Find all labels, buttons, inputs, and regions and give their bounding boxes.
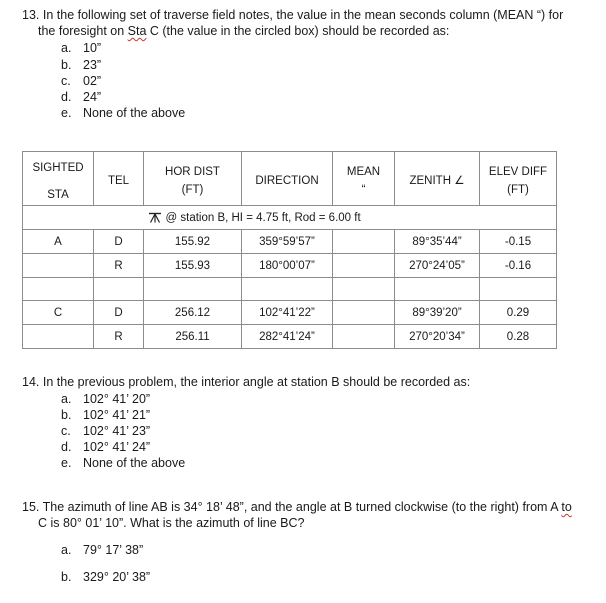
cell-direction: 102°41’22” bbox=[242, 301, 333, 325]
q14-option-d[interactable] bbox=[61, 440, 150, 455]
q14-option-e[interactable] bbox=[61, 456, 185, 471]
cell-mean bbox=[333, 254, 395, 278]
q13-option-b[interactable] bbox=[61, 58, 101, 73]
table-header-row bbox=[23, 152, 557, 206]
cell-direction: 282°41’24” bbox=[242, 325, 333, 349]
header-mean-label: MEAN bbox=[346, 166, 381, 178]
station-setup-row bbox=[23, 206, 557, 230]
q15-to-word: to bbox=[561, 500, 572, 514]
table-row bbox=[23, 301, 557, 325]
q13-option-e-text: None of the above bbox=[83, 106, 186, 120]
cell-hor-dist: 256.12 bbox=[144, 301, 242, 325]
q13-option-b-letter: b. bbox=[61, 58, 72, 72]
table-row bbox=[23, 254, 557, 278]
table-row bbox=[23, 230, 557, 254]
cell-hor-dist: 155.92 bbox=[144, 230, 242, 254]
q15-text-part1: The azimuth of line AB is 34° 18’ 48”, and the angle at B turned clockwise (to the right) from A bbox=[42, 500, 562, 514]
cell-tel: D bbox=[94, 230, 144, 254]
q13-option-d[interactable] bbox=[61, 90, 101, 105]
q15-option-b-text: 329° 20’ 38” bbox=[83, 570, 151, 584]
cell-tel: R bbox=[94, 254, 144, 278]
cell-direction bbox=[242, 278, 333, 301]
header-sta: STA bbox=[47, 188, 69, 201]
q14-option-b-letter: b. bbox=[61, 408, 72, 422]
cell-tel bbox=[94, 278, 144, 301]
q14-option-b-text: 102° 41’ 21” bbox=[83, 408, 151, 422]
q15-option-b[interactable] bbox=[61, 570, 150, 585]
cell-elev-diff: 0.28 bbox=[480, 325, 557, 349]
q13-option-c-letter: c. bbox=[61, 74, 71, 88]
q13-number: 13. bbox=[22, 8, 40, 22]
table-row bbox=[23, 325, 557, 349]
q14-text bbox=[22, 375, 470, 390]
tripod-icon bbox=[148, 212, 162, 223]
q13-option-a-text: 10” bbox=[83, 41, 102, 55]
cell-elev-diff: 0.29 bbox=[480, 301, 557, 325]
q13-text-part1: In the following set of traverse field notes, the value in the mean seconds column (MEAN “) for bbox=[42, 8, 564, 22]
field-notes-table bbox=[22, 151, 557, 349]
q14-question: In the previous problem, the interior angle at station B should be recorded as: bbox=[42, 375, 471, 389]
q13-option-a-letter: a. bbox=[61, 41, 72, 55]
cell-mean bbox=[333, 325, 395, 349]
q13-option-d-text: 24” bbox=[83, 90, 102, 104]
q14-option-c[interactable] bbox=[61, 424, 150, 439]
cell-zenith: 89°39’20” bbox=[395, 301, 480, 325]
header-mean bbox=[333, 152, 395, 206]
header-zenith: ZENITH ∠ bbox=[395, 152, 480, 206]
header-hor-dist-unit: (FT) bbox=[181, 184, 204, 196]
header-elev-diff-unit: (FT) bbox=[507, 184, 529, 196]
station-setup-cell bbox=[94, 206, 557, 230]
q15-option-b-letter: b. bbox=[61, 570, 72, 584]
q14-option-a[interactable] bbox=[61, 392, 150, 407]
q13-sta-word: Sta bbox=[127, 24, 147, 38]
q15-option-a-text: 79° 17’ 38” bbox=[83, 543, 144, 557]
cell-mean bbox=[333, 230, 395, 254]
q13-option-b-text: 23” bbox=[83, 58, 102, 72]
cell-elev-diff: -0.15 bbox=[480, 230, 557, 254]
cell-sta: C bbox=[23, 301, 94, 325]
q13-text-line1 bbox=[22, 8, 563, 23]
station-setup-text: @ station B, HI = 4.75 ft, Rod = 6.00 ft bbox=[165, 211, 361, 224]
q14-option-d-letter: d. bbox=[61, 440, 72, 454]
header-elev-diff-label: ELEV DIFF bbox=[488, 166, 548, 178]
cell-zenith: 89°35’44” bbox=[395, 230, 480, 254]
cell-tel: D bbox=[94, 301, 144, 325]
q13-text-line2 bbox=[38, 24, 449, 39]
header-elev-diff bbox=[480, 152, 557, 206]
cell-direction: 359°59’57” bbox=[242, 230, 333, 254]
cell-hor-dist bbox=[144, 278, 242, 301]
q13-option-c-text: 02” bbox=[83, 74, 102, 88]
cell-hor-dist: 256.11 bbox=[144, 325, 242, 349]
q14-option-c-letter: c. bbox=[61, 424, 71, 438]
cell-mean bbox=[333, 278, 395, 301]
q13-option-d-letter: d. bbox=[61, 90, 72, 104]
q14-option-e-letter: e. bbox=[61, 456, 72, 470]
cell-zenith: 270°24’05” bbox=[395, 254, 480, 278]
header-hor-dist-label: HOR DIST bbox=[165, 166, 220, 178]
cell-sta bbox=[23, 278, 94, 301]
cell-tel: R bbox=[94, 325, 144, 349]
cell-direction: 180°00’07” bbox=[242, 254, 333, 278]
header-sighted-sta bbox=[23, 152, 94, 206]
q14-option-d-text: 102° 41’ 24” bbox=[83, 440, 151, 454]
q15-option-a-letter: a. bbox=[61, 543, 72, 557]
header-hor-dist bbox=[144, 152, 242, 206]
q15-option-a[interactable] bbox=[61, 543, 143, 558]
header-direction: DIRECTION bbox=[242, 152, 333, 206]
cell-sta bbox=[23, 325, 94, 349]
cell-zenith: 270°20’34” bbox=[395, 325, 480, 349]
q13-option-a[interactable] bbox=[61, 41, 101, 56]
cell-mean bbox=[333, 301, 395, 325]
q13-text-part2a: the foresight on bbox=[38, 24, 128, 38]
cell-elev-diff bbox=[480, 278, 557, 301]
q13-text-part2b: C (the value in the circled box) should be recorded as: bbox=[146, 24, 450, 38]
header-mean-mark: “ bbox=[361, 184, 366, 196]
q14-option-a-text: 102° 41’ 20” bbox=[83, 392, 151, 406]
q15-number: 15. bbox=[22, 500, 40, 514]
cell-hor-dist: 155.93 bbox=[144, 254, 242, 278]
q13-option-e[interactable] bbox=[61, 106, 185, 121]
cell-sta: A bbox=[23, 230, 94, 254]
cell-sta bbox=[23, 254, 94, 278]
q15-text-line2: C is 80° 01’ 10”. What is the azimuth of line BC? bbox=[38, 516, 305, 530]
q14-option-c-text: 102° 41’ 23” bbox=[83, 424, 151, 438]
cell-zenith bbox=[395, 278, 480, 301]
q14-option-a-letter: a. bbox=[61, 392, 72, 406]
q14-option-b[interactable] bbox=[61, 408, 150, 423]
q14-number: 14. bbox=[22, 375, 40, 389]
header-tel: TEL bbox=[94, 152, 144, 206]
q14-option-e-text: None of the above bbox=[83, 456, 186, 470]
table-row-blank bbox=[23, 278, 557, 301]
cell-elev-diff: -0.16 bbox=[480, 254, 557, 278]
q15-text-line1 bbox=[22, 500, 572, 515]
header-sighted: SIGHTED bbox=[32, 161, 84, 174]
q13-option-c[interactable] bbox=[61, 74, 101, 89]
q13-option-e-letter: e. bbox=[61, 106, 72, 120]
